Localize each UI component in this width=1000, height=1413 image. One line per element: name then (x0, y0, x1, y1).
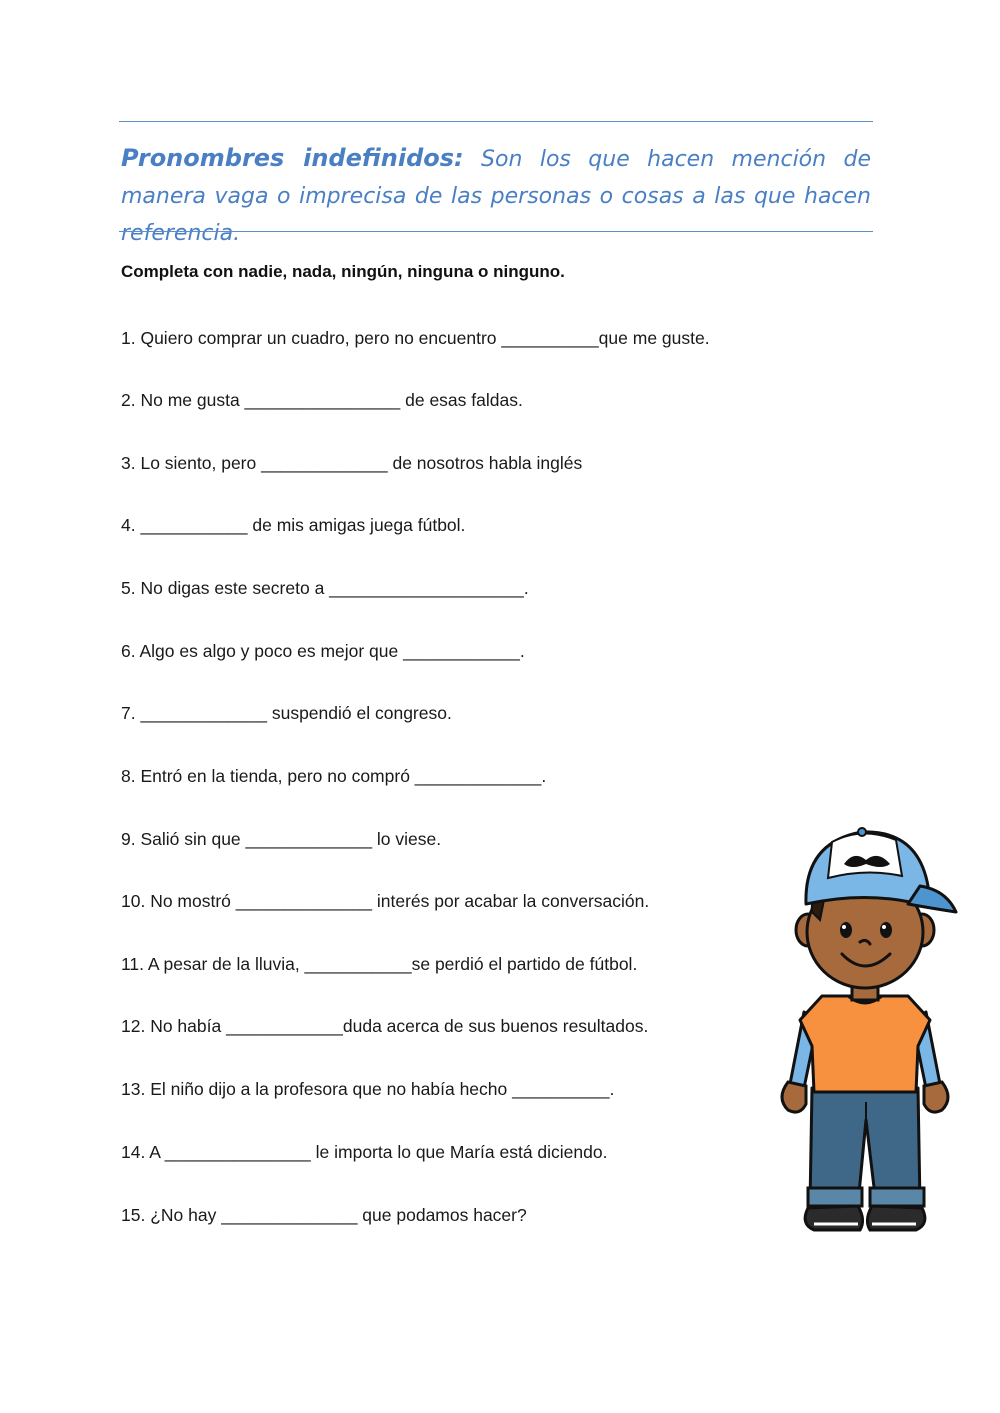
instruction: Completa con nadie, nada, ningún, ninguna o ninguno. (121, 262, 565, 281)
exercise-13: 13. El niño dijo a la profesora que no había hecho __________. (121, 1079, 615, 1099)
shoes (805, 1206, 925, 1230)
cap (806, 828, 956, 912)
exercise-1: 1. Quiero comprar un cuadro, pero no encuentro __________que me guste. (121, 328, 710, 348)
exercise-11: 11. A pesar de la lluvia, ___________se perdió el partido de fútbol. (121, 954, 638, 974)
exercise-3: 3. Lo siento, pero _____________ de nosotros habla inglés (121, 453, 583, 473)
exercise-14: 14. A _______________ le importa lo que María está diciendo. (121, 1142, 608, 1162)
exercise-15: 15. ¿No hay ______________ que podamos hacer? (121, 1205, 527, 1225)
exercise-7: 7. _____________ suspendió el congreso. (121, 703, 452, 723)
definition-term: Pronombres indefinidos: (121, 144, 464, 172)
definition-text: Son los que hacen mención de manera vaga o imprecisa de las personas o cosas a las que hacen referencia. (121, 147, 871, 246)
definition-paragraph (121, 140, 871, 252)
boy-with-cap-illustration (770, 820, 960, 1240)
exercise-9: 9. Salió sin que _____________ lo viese. (121, 829, 442, 849)
exercise-6: 6. Algo es algo y poco es mejor que ____________. (121, 641, 525, 661)
exercise-5: 5. No digas este secreto a ____________________. (121, 578, 529, 598)
exercise-2: 2. No me gusta ________________ de esas faldas. (121, 390, 523, 410)
jeans (808, 1088, 924, 1206)
exercise-4: 4. ___________ de mis amigas juega fútbol. (121, 515, 466, 535)
exercise-10: 10. No mostró ______________ interés por acabar la conversación. (121, 891, 650, 911)
bottom-divider (119, 231, 873, 232)
exercise-12: 12. No había ____________duda acerca de sus buenos resultados. (121, 1016, 649, 1036)
shirt (800, 996, 930, 1092)
top-divider (119, 121, 873, 122)
exercise-8: 8. Entró en la tienda, pero no compró _____________. (121, 766, 547, 786)
